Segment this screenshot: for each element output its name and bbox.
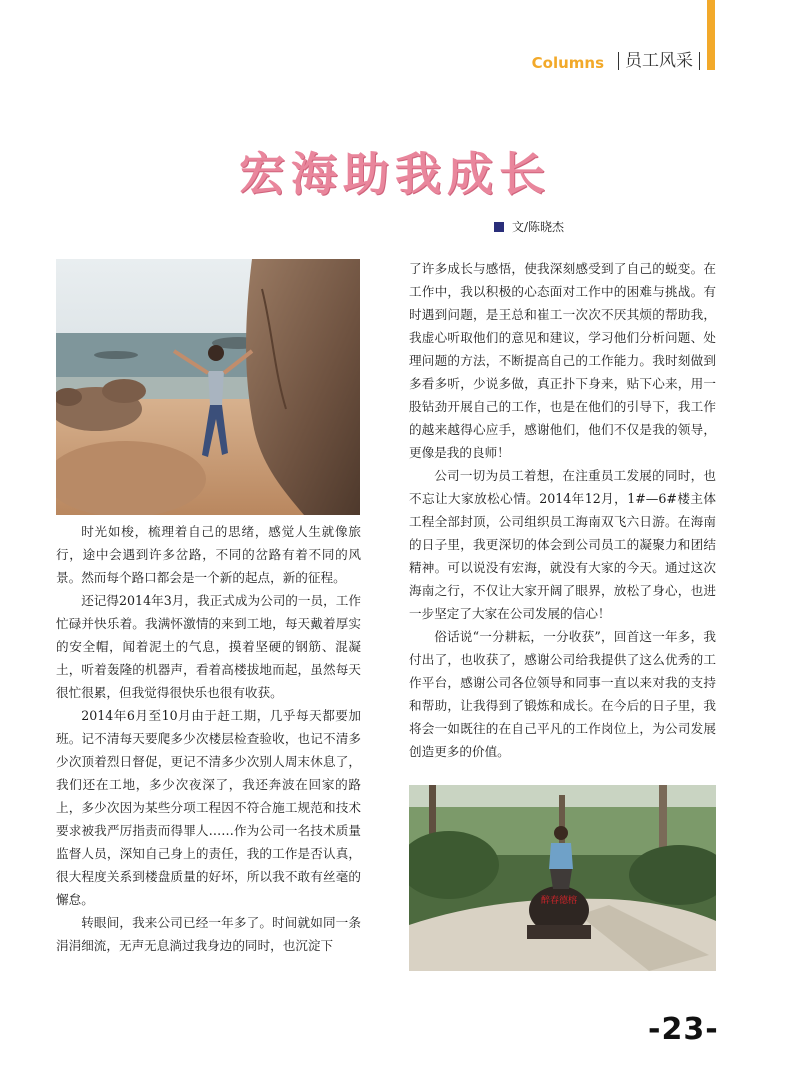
right-column [409, 257, 716, 763]
columns-label: Columns [531, 54, 604, 72]
byline-square-icon [494, 222, 504, 232]
section-header [470, 48, 700, 74]
header-accent-bar [707, 0, 715, 70]
paragraph-7: 俗话说“一分耕耘，一分收获”，回首这一年多，我付出了，也收获了，感谢公司给我提供了这么优秀的工作平台，感谢公司各位领导和同事一直以来对我的支持和帮助，让我得到了锻炼和成长。在今后的日子里，我将会一如既往的在自己平凡的工作岗位上，为公司发展创造更多的价值。 [409, 629, 716, 759]
byline-text: 文/陈晓杰 [512, 220, 565, 234]
photo-garden-image [409, 785, 716, 971]
paragraph-4: 转眼间，我来公司已经一年多了。时间就如同一条涓涓细流，无声无息淌过我身边的同时，也沉淀下 [56, 915, 361, 953]
photo-garden [409, 785, 716, 971]
left-column [56, 520, 361, 957]
stone-inscription: 醉春德榕 [540, 896, 578, 906]
page-number: -23- [648, 1012, 719, 1047]
article-title: 宏海助我成长 [239, 147, 551, 201]
section-label: 员工风采 [618, 52, 700, 70]
paragraph-6: 公司一切为员工着想，在注重员工发展的同时，也不忘让大家放松心情。2014年12月，1#—6#楼主体工程全部封顶，公司组织员工海南双飞六日游。在海南的日子里，我更深切的体会到公司员工的凝聚力和团结精神。可以说没有宏海，就没有大家的今天。通过这次海南之行，不仅让大家开阔了眼界，放松了身心，也进一步坚定了大家在公司发展的信心！ [409, 468, 716, 621]
byline [494, 218, 564, 235]
paragraph-5: 了许多成长与感悟，使我深刻感受到了自己的蜕变。在工作中，我以积极的心态面对工作中的困难与挑战。有时遇到问题，是王总和崔工一次次不厌其烦的帮助我，我虚心听取他们的意见和建议，学习他们分析问题、处理问题的方法，不断提高自己的工作能力。我时刻做到多看多听，少说多做，真正扑下身来，贴下心来，用一股钻劲开展自己的工作，也是在他们的引导下，我工作的越来越得心应手，感谢他们，他们不仅是我的领导，更像是我的良师！ [409, 261, 716, 460]
paragraph-1: 时光如梭，梳理着自己的思绪，感觉人生就像旅行，途中会遇到许多岔路，不同的岔路有着不同的风景。然而每个路口都会是一个新的起点，新的征程。 [56, 524, 361, 585]
paragraph-3: 2014年6月至10月由于赶工期，几乎每天都要加班。记不清每天要爬多少次楼层检查验收，也记不清多少次顶着烈日督促，更记不清多少次别人周末休息了，我们还在工地，多少次夜深了，我还奔波在回家的路上，多少次因为某些分项工程因不符合施工规范和技术要求被我严厉指责而得罪人……作为公司一名技术质量监督人员，深知自己身上的责任，我的工作是否认真，很大程度关系到楼盘质量的好坏，所以我不敢有丝毫的懈怠。 [56, 708, 361, 907]
photo-beach [56, 259, 360, 515]
photo-beach-image [56, 259, 360, 515]
paragraph-2: 还记得2014年3月，我正式成为公司的一员，工作忙碌并快乐着。我满怀激情的来到工地，每天戴着厚实的安全帽，闻着泥土的气息，摸着坚硬的钢筋、混凝土，听着轰隆的机器声，看着高楼拔地而起，虽然每天很忙很累，但我觉得很快乐也很有收获。 [56, 593, 361, 700]
